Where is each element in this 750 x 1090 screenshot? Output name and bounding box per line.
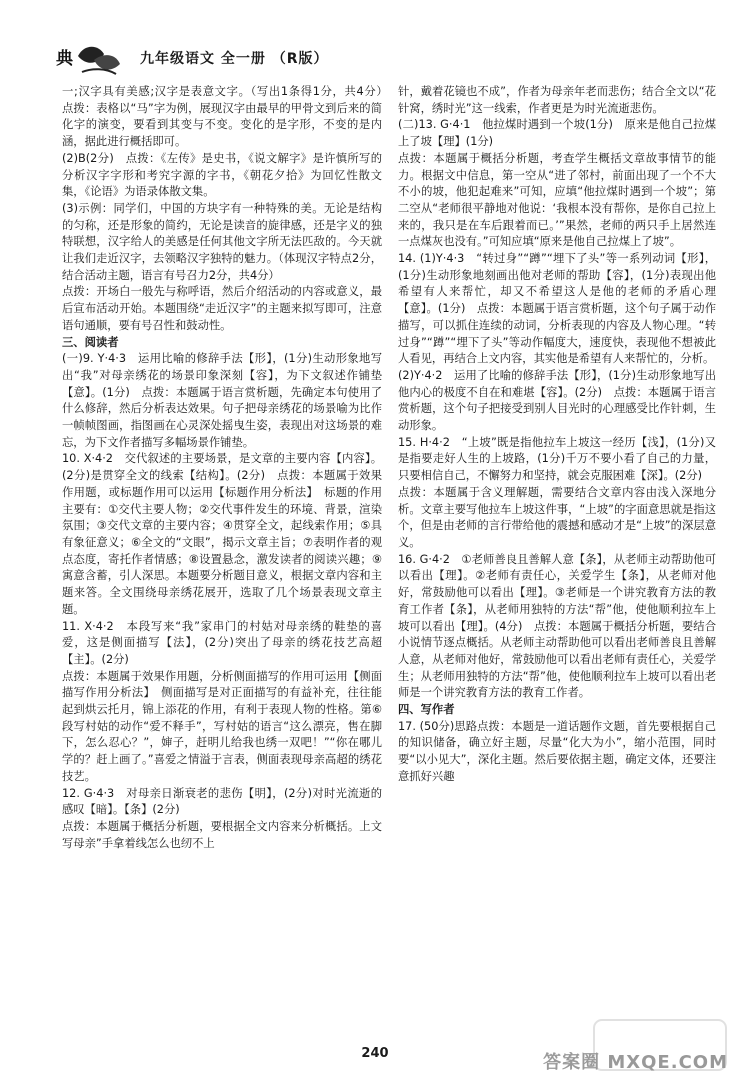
answer-paragraph: 针，戴着花镜也不成”，作者为母亲年老而悲伤；结合全文以“花针窝，绣时光”这一线索，作者更是为时光流逝悲伤。 [398,85,716,115]
answer-paragraph: 17. (50分)思路点拨：本题是一道话题作文题，首先要根据自己的知识储备，确立好主题，尽量“化大为小”，缩小范围，同时要“以小见大”，深化主题。然后要依据主题，确定文体，还要注意抓好兴趣 [398,719,716,783]
answer-paragraph: 15. H·4·2 “上坡”既是指他拉车上坡这一经历【浅】，(1分)又是指要走好人生的上坡路，(1分)千万不要小看了自己的力量，只要相信自己，不懈努力和坚持，就会克服困难【深】。(2分) [398,435,716,483]
answer-paragraph: (3)示例：同学们，中国的方块字有一种特殊的美。无论是结构的匀称，还是形象的简约，无论是读音的旋律感，还是字义的独特联想，汉字给人的美感是任何其他文字所无法匹敌的。今天就让我们走近汉字，去领略汉字独特的魅力。（体现汉字特点2分，结合活动主题，语言有号召力2分，共4分） [62,201,382,282]
section-heading: 三、阅读者 [62,335,119,349]
page-number: 240 [361,1046,389,1061]
svg-text:典: 典 [56,49,73,69]
answer-paragraph: (2)Y·4·2 运用了比喻的修辞手法【形】，(1分)生动形象地写出他内心的极度不自在和难堪【容】。(2分) 点拨：本题属于语言赏析题，这个句子把接受到别人目光时的心理感受比作针刺，生动形象。 [398,368,716,433]
answer-paragraph: 12. G·4·3 对母亲日渐衰老的悲伤【明】，(2分)对时光流逝的感叹【暗】。【条】(2分) [62,786,382,817]
answer-paragraph: 点拨：开场白一般先与称呼语，然后介绍活动的内容或意义，最后宣布活动开始。本题围绕“走近汉字”的主题来拟写即可，注意语句通顺，要有号召性和鼓动性。 [62,285,382,332]
answer-paragraph: 11. X·4·2 本段写来“我”家串门的村姑对母亲绣的鞋垫的喜爱，这是侧面描写【法】，(2分)突出了母亲的绣花技艺高超【主】。(2分) [62,619,382,666]
answer-paragraph: (2)B(2分) 点拨：《左传》是史书，《说文解字》是许慎所写的分析汉字字形和考究字源的字书，《朝花夕拾》为回忆性散文集，《论语》为语录体散文集。 [62,151,382,199]
answer-paragraph: 点拨：本题属于效果作用题，分析侧面描写的作用可运用【侧面描写作用分析法】 侧面描写是对正面描写的有益补充，往往能起到烘云托月，锦上添花的作用，有利于表现人物的性格。第⑥段写村姑的动作“爱不释手”，写村姑的语言“这么漂亮，售在脚下，怎么忍心？”，婶子，赶明儿给我也绣一双吧！”“你在哪儿学的？赶上画了。”喜爱之情溢于言表，侧面表现母亲高超的绣花技艺。 [62,669,382,783]
answer-paragraph: 点拨：本题属于含义理解题，需要结合文章内容由浅入深地分析。文章主要写他拉车上坡这件事，“上坡”的字面意思就是指这个，但是由老师的言行带给他的震撼和感动才是“上坡”的深层意义。 [398,485,716,549]
watermark-text: 答案圈 MXQE.COM [543,1052,728,1073]
answer-paragraph: (二)13. G·4·1 他拉煤时遇到一个坡(1分) 原来是他自己拉煤上了坡【理】(1分) [398,118,716,149]
answer-paragraph: 14. (1)Y·4·3 “转过身”“蹲”“埋下了头”等一系列动词【形】，(1分)生动形象地刻画出他对老师的帮助【容】，(1分)表现出他希望有人来帮忙，却又不希望这人是他的老师的矛盾心理【意】。(1分) 点拨：本题属于语言赏析题，这个句子属于动作描写，可以抓住连续的动词，分析表现的内容及人物心理。“转过身”“蹲”“埋下了头”等动作幅度大，速度快，表现他不想被此人看见，再结合上文内容，其实他是希望有人来帮忙的，分析。 [398,252,716,366]
answer-paragraph: 10. X·4·2 交代叙述的主要场景，是文章的主要内容【内容】。(2分)是贯穿全文的线索【结构】。(2分) 点拨：本题属于效果作用题，或标题作用可以运用【标题作用分析法】 标题的作用主要有：①交代主要人物；②交代事件发生的环境、背景，渲染氛围；③交代文章的主要内容；④贯穿全文，起线索作用；⑤具有象征意义；⑥全文的“文眼”，揭示文章主旨；⑦表明作者的观点态度，寄托作者情感；⑧设置悬念，激发读者的阅读兴趣；⑨寓意含蓄，引人深思。本题要分析题目意义，根据文章内容和主题来答。全文围绕母亲绣花展开，选取了几个场景表现文章主题。 [62,452,382,616]
answer-paragraph: 点拨：本题属于概括分析题，考查学生概括文章故事情节的能力。根据文中信息，第一空从“进了邻村，前面出现了一个不大不小的坡，他犯起难来”可知，应填“他拉煤时遇到一个坡”；第二空从“老师很平静地对他说：‘我根本没有帮你，是你自己拉上来的，我只是在车后跟着而已。’”果然，老师的两只手上居然连一点煤灰也没有。”可知应填“原来是他自己拉煤上了坡”。 [398,151,716,249]
answer-paragraph: 16. G·4·2 ①老师善良且善解人意【条】，从老师主动帮助他可以看出【理】。②老师有责任心，关爱学生【条】，从老师对他好，常鼓励他可以看出【理】。③老师是一个讲究教育方法的教育工作者【条】，从老师用独特的方法“帮”他，使他顺利拉车上坡可以看出【理】。(4分) 点拨：本题属于概括分析题，要结合小说情节逐点概括。从老师主动帮助他可以看出老师善良且善解人意，从老师对他好，常鼓励他可以看出老师有责任心，关爱学生；从老师用独特的方法“帮”他，使他顺利拉车上坡可以看出老师是一个讲究教育方法的教育工作者。 [398,552,716,700]
left-column [62,84,394,852]
section-heading: 四、写作者 [398,703,455,717]
book-logo-icon [54,42,124,78]
book-title: 九年级语文 全一册 （R版） [140,51,329,67]
page-header [54,38,714,80]
answer-paragraph: (一)9. Y·4·3 运用比喻的修辞手法【形】，(1分)生动形象地写出“我”对母亲绣花的场景印象深刻【容】，为下文叙述作铺垫【意】。(1分) 点拨：本题属于语言赏析题，先确定本句使用了什么修辞，然后分析表达效果。句子把母亲绣花的场景喻为比作一帧帧图画，指图画在心灵深处摇曳生姿，表现出对这场景的难忘，为下文作者描写多幅场景作铺垫。 [62,352,382,449]
answer-paragraph: 点拨：本题属于概括分析题，要根据全文内容来分析概括。上文写母亲”手拿着线怎么也纫不上 [62,819,382,850]
answer-paragraph: 一;汉字具有美感;汉字是表意文字。（写出1条得1分，共4分） 点拨：表格以“马”字为例，展现汉字由最早的甲骨文到后来的简化字的演变，要看到其变与不变。变化的是字形，不变的是内涵，据此进行概括即可。 [62,85,394,149]
right-column [398,84,716,786]
